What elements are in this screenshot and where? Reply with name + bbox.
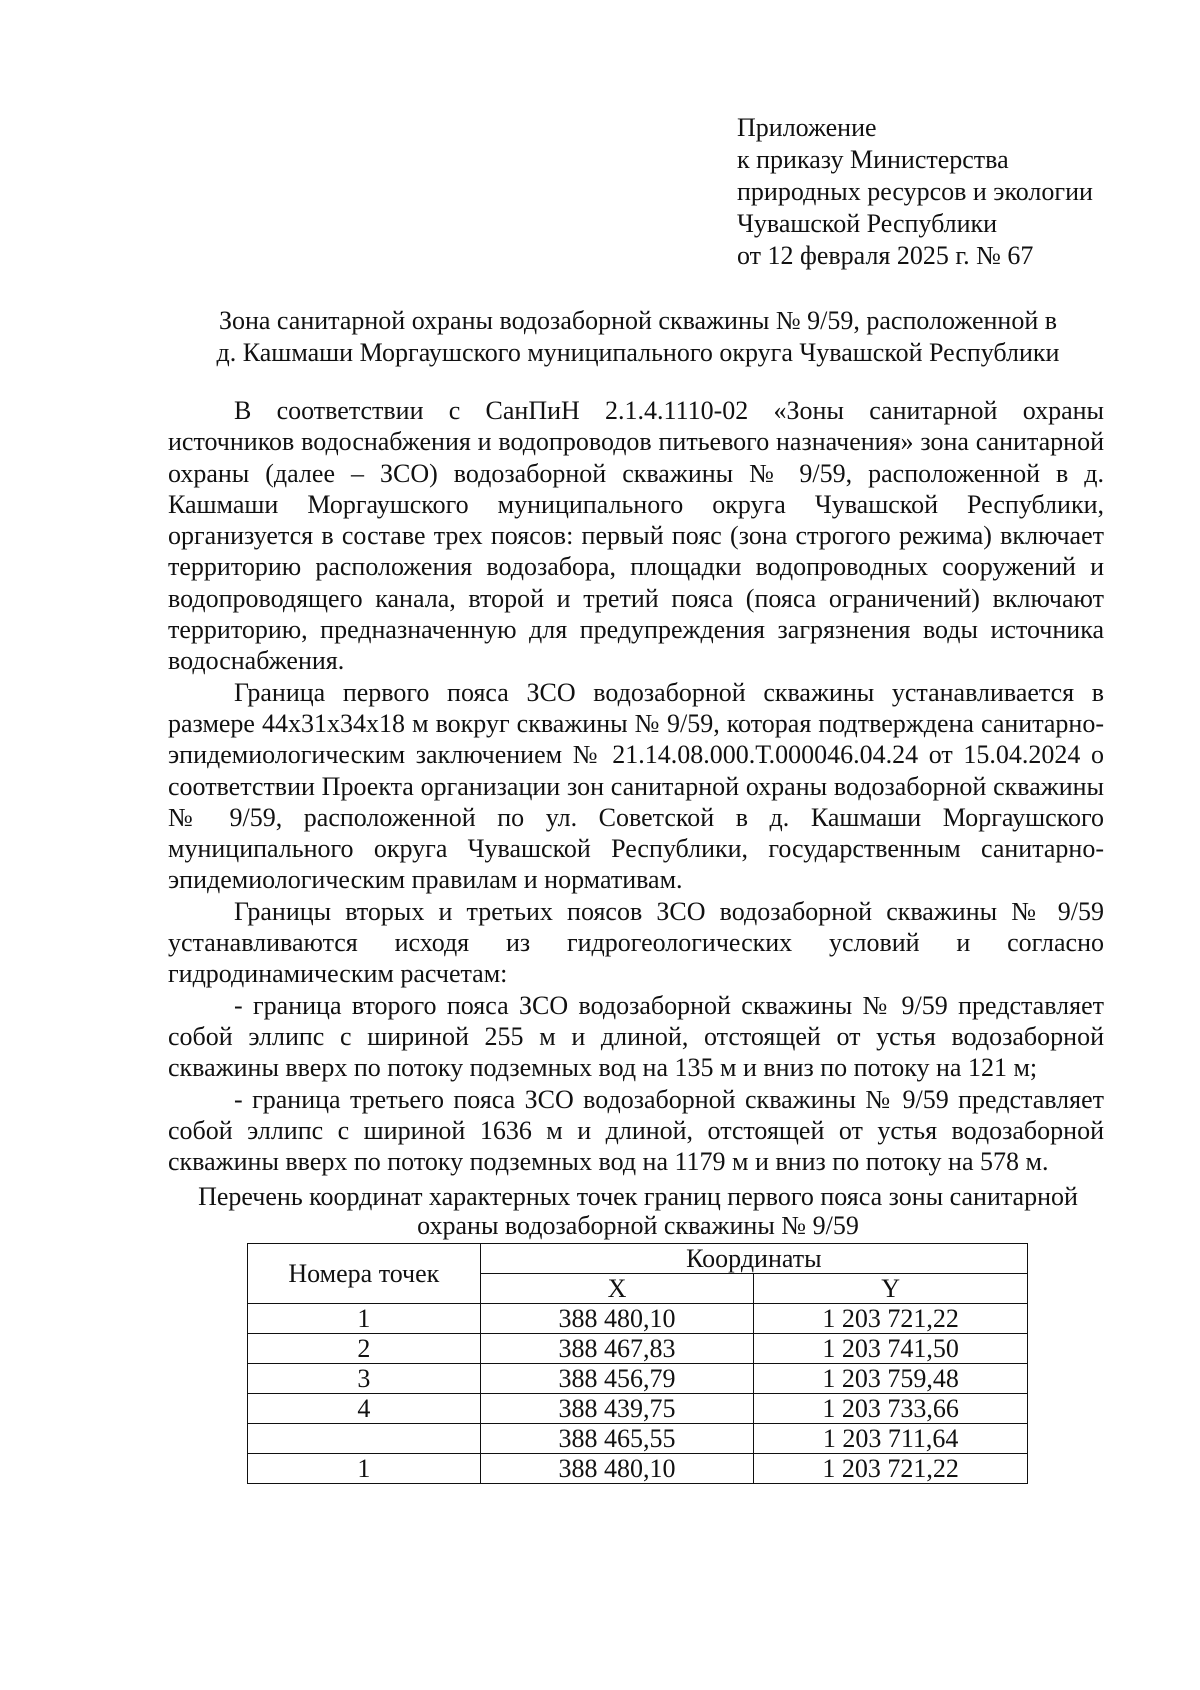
paragraph-second-belt-boundary: - граница второго пояса ЗСО водозаборной скважины № 9/59 представляет собой эллипс с шириной 255 м и длиной, отстоящей от устья водозаборной скважины вверх по потоку подземных вод на 135 м и вниз по потоку на 121 м; bbox=[168, 990, 1104, 1083]
header-y: Y bbox=[754, 1274, 1028, 1304]
title-line-2: д. Кашмаши Моргаушского муниципального округа Чувашской Республики bbox=[216, 338, 1060, 367]
cell-x: 388 465,55 bbox=[480, 1424, 754, 1454]
document-title bbox=[168, 305, 1108, 369]
paragraph-intro: В соответствии с СанПиН 2.1.4.1110-02 «Зоны санитарной охраны источников водоснабжения и водопроводов питьевого назначения» зона санитарной охраны (далее – ЗСО) водозаборной скважины № 9/59, расположенной в д. Кашмаши Моргаушского муниципального округа Чувашской Республики, организуется в составе трех поясов: первый пояс (зона строгого режима) включает территорию расположения водозабора, площадки водопроводных сооружений и водопроводящего канала, второй и третий пояса (пояса ограничений) включают территорию, предназначенную для предупреждения загрязнения воды источника водоснабжения. bbox=[168, 396, 1104, 676]
appendix-line: Чувашской Республики bbox=[737, 209, 998, 238]
table-row bbox=[248, 1364, 1028, 1394]
cell-y: 1 203 721,22 bbox=[754, 1304, 1028, 1334]
paragraph-third-belt-boundary: - граница третьего пояса ЗСО водозаборной скважины № 9/59 представляет собой эллипс с шириной 1636 м и длиной, отстоящей от устья водозаборной скважины вверх по потоку подземных вод на 1179 м и вниз по потоку на 578 м. bbox=[168, 1084, 1104, 1177]
table-caption-line-1: Перечень координат характерных точек границ первого пояса зоны санитарной bbox=[198, 1182, 1078, 1211]
cell-x: 388 480,10 bbox=[480, 1454, 754, 1484]
cell-x: 388 480,10 bbox=[480, 1304, 754, 1334]
cell-point: 4 bbox=[248, 1394, 481, 1424]
table-row bbox=[248, 1304, 1028, 1334]
paragraph-first-belt: Граница первого пояса ЗСО водозаборной скважины устанавливается в размере 44х31х34х18 м вокруг скважины № 9/59, которая подтверждена санитарно-эпидемиологическим заключением № 21.14.08.000.Т.000046.04.24 от 15.04.2024 о соответствии Проекта организации зон санитарной охраны водозаборной скважины № 9/59, расположенной по ул. Советской в д. Кашмаши Моргаушского муниципального округа Чувашской Республики, государственным санитарно-эпидемиологическим правилам и нормативам. bbox=[168, 677, 1104, 895]
table-row bbox=[248, 1394, 1028, 1424]
body-text bbox=[168, 395, 1104, 1177]
cell-x: 388 456,79 bbox=[480, 1364, 754, 1394]
cell-y: 1 203 733,66 bbox=[754, 1394, 1028, 1424]
cell-point: 2 bbox=[248, 1334, 481, 1364]
appendix-line: природных ресурсов и экологии bbox=[737, 177, 1093, 206]
table-caption bbox=[168, 1182, 1108, 1240]
cell-point: 1 bbox=[248, 1454, 481, 1484]
coordinates-table bbox=[247, 1243, 1028, 1484]
appendix-line: от 12 февраля 2025 г. № 67 bbox=[737, 241, 1034, 270]
cell-point bbox=[248, 1424, 481, 1454]
cell-point: 3 bbox=[248, 1364, 481, 1394]
header-coordinates: Координаты bbox=[480, 1244, 1027, 1274]
table-row bbox=[248, 1454, 1028, 1484]
title-line-1: Зона санитарной охраны водозаборной скважины № 9/59, расположенной в bbox=[218, 306, 1058, 335]
header-x: X bbox=[480, 1274, 754, 1304]
cell-y: 1 203 759,48 bbox=[754, 1364, 1028, 1394]
table-header-row bbox=[248, 1244, 1028, 1274]
header-point-numbers: Номера точек bbox=[248, 1244, 481, 1304]
cell-y: 1 203 721,22 bbox=[754, 1454, 1028, 1484]
cell-x: 388 467,83 bbox=[480, 1334, 754, 1364]
appendix-line: Приложение bbox=[737, 113, 877, 142]
table-row bbox=[248, 1334, 1028, 1364]
cell-point: 1 bbox=[248, 1304, 481, 1334]
appendix-line: к приказу Министерства bbox=[737, 145, 1009, 174]
cell-x: 388 439,75 bbox=[480, 1394, 754, 1424]
cell-y: 1 203 741,50 bbox=[754, 1334, 1028, 1364]
table-caption-line-2: охраны водозаборной скважины № 9/59 bbox=[417, 1211, 859, 1240]
cell-y: 1 203 711,64 bbox=[754, 1424, 1028, 1454]
paragraph-second-third-belts: Границы вторых и третьих поясов ЗСО водозаборной скважины № 9/59 устанавливаются исходя из гидрогеологических условий и согласно гидродинамическим расчетам: bbox=[168, 896, 1104, 989]
table-row bbox=[248, 1424, 1028, 1454]
appendix-block bbox=[737, 112, 1157, 272]
